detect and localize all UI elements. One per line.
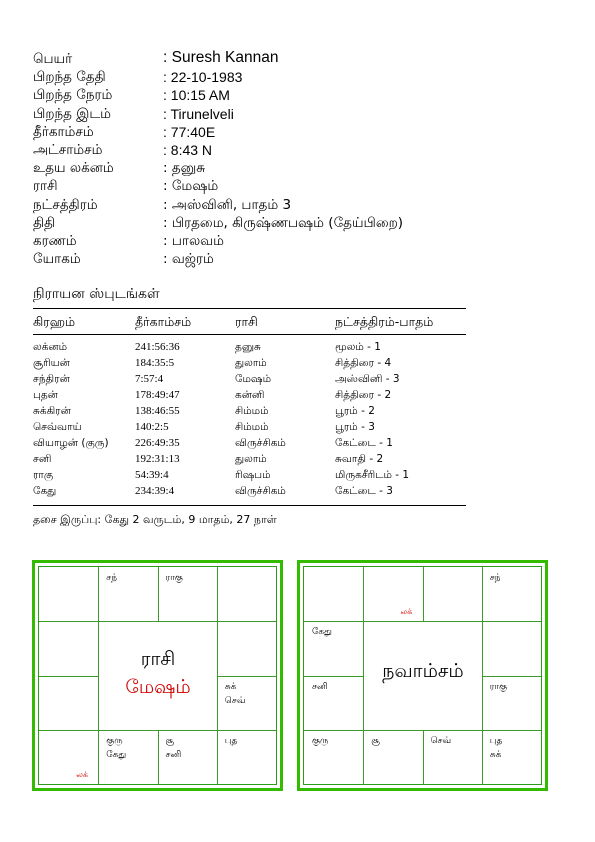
cell-nakshatra: சித்திரை - 2: [335, 389, 392, 401]
detail-value: : 10:15 AM: [163, 87, 230, 104]
planet-label: செவ்: [224, 695, 246, 706]
cell-longitude: 241:56:36: [135, 341, 180, 353]
planet-label: புத: [489, 735, 503, 746]
detail-value: : 77:40E: [163, 123, 216, 140]
grid-line: [217, 567, 218, 784]
detail-value: : பாலவம்: [163, 232, 224, 249]
detail-label: பிறந்த நேரம்: [33, 87, 113, 104]
cell-planet: சந்திரன்: [33, 373, 70, 385]
cell-planet: செவ்வாய்: [33, 421, 82, 433]
planet-label: புத: [224, 735, 238, 746]
cell-rasi: கன்னி: [235, 389, 265, 401]
planet-label: சனி: [165, 749, 182, 760]
cell-nakshatra: சுவாதி - 2: [335, 453, 384, 465]
header-nakshatra-pada: நட்சத்திரம்-பாதம்: [335, 314, 434, 329]
cell-rasi: ரிஷபம்: [235, 469, 271, 481]
lagna-marker: லக்: [400, 607, 413, 617]
chart-subtitle: மேஷம்: [125, 676, 191, 699]
detail-value: : பிரதமை, கிருஷ்ணபஷம் (தேய்பிறை): [163, 214, 404, 231]
planet-label: குரு: [312, 735, 329, 746]
navamsa-chart-grid: [303, 566, 542, 785]
cell-rasi: மேஷம்: [235, 373, 272, 385]
cell-nakshatra: கேட்டை - 1: [335, 437, 393, 449]
grid-line: [39, 730, 276, 731]
grid-line: [482, 567, 483, 784]
cell-longitude: 178:49:47: [135, 389, 180, 401]
cell-nakshatra: மூலம் - 1: [335, 341, 381, 353]
cell-longitude: 54:39:4: [135, 469, 169, 481]
detail-label: நட்சத்திரம்: [33, 196, 98, 213]
cell-longitude: 192:31:13: [135, 453, 180, 465]
cell-planet: சூரியன்: [33, 357, 70, 369]
cell-rasi: சிம்மம்: [235, 421, 269, 433]
planet-label: ராகு: [489, 681, 508, 692]
detail-value: : Suresh Kannan: [163, 49, 279, 66]
cell-planet: லக்னம்: [33, 341, 68, 353]
header-longitude: தீர்காம்சம்: [135, 314, 192, 329]
detail-label: பிறந்த இடம்: [33, 105, 111, 122]
planet-label: சூ: [371, 735, 380, 746]
detail-value: : வஜ்ரம்: [163, 251, 214, 268]
rasi-chart-grid: [38, 566, 277, 785]
planet-label: சூ: [165, 735, 175, 746]
chart-title: நவாம்சம்: [382, 660, 464, 683]
cell-rasi: துலாம்: [235, 357, 267, 369]
table-bottom-rule: [33, 505, 466, 506]
chart-center: [364, 622, 482, 730]
cell-planet: சுக்கிரன்: [33, 405, 71, 417]
dasa-balance: தசை இருப்பு: கேது 2 வருடம், 9 மாதம், 27 நாள்: [33, 513, 277, 526]
planet-label: சுக்: [489, 749, 502, 760]
cell-rasi: தனுசு: [235, 341, 261, 353]
cell-nakshatra: சித்திரை - 4: [335, 357, 392, 369]
planet-label: சுக்: [224, 681, 237, 692]
detail-label: அட்சாம்சம்: [33, 141, 103, 158]
cell-longitude: 184:35:5: [135, 357, 175, 369]
header-planet: கிரஹம்: [33, 314, 76, 329]
planet-label: ராகு: [165, 573, 183, 583]
table-header-rule: [33, 334, 466, 335]
planet-label: கேது: [312, 627, 332, 638]
planet-label: சனி: [312, 681, 328, 692]
planet-label: கேது: [106, 749, 127, 760]
detail-label: திதி: [33, 214, 56, 231]
cell-planet: கேது: [33, 485, 57, 497]
detail-value: : Tirunelveli: [163, 105, 234, 122]
cell-longitude: 234:39:4: [135, 485, 175, 497]
cell-nakshatra: கேட்டை - 3: [335, 485, 393, 497]
cell-rasi: துலாம்: [235, 453, 267, 465]
detail-label: தீர்காம்சம்: [33, 123, 94, 140]
table-top-rule: [33, 308, 466, 309]
cell-nakshatra: பூரம் - 3: [335, 421, 375, 433]
planet-label: சந்: [489, 573, 501, 583]
cell-nakshatra: மிருகசீரிடம் - 1: [335, 469, 410, 481]
navamsa-chart: [297, 560, 548, 791]
cell-planet: புதன்: [33, 389, 58, 401]
cell-rasi: சிம்மம்: [235, 405, 269, 417]
cell-planet: ராகு: [33, 469, 54, 481]
cell-longitude: 7:57:4: [135, 373, 164, 385]
detail-label: ராசி: [33, 178, 58, 195]
planet-label: செவ்: [430, 735, 452, 746]
header-rasi: ராசி: [235, 314, 258, 329]
cell-longitude: 140:2:5: [135, 421, 169, 433]
planet-label: சந்: [106, 573, 118, 583]
cell-nakshatra: அஸ்வினி - 3: [335, 373, 400, 385]
cell-rasi: விருச்சிகம்: [235, 485, 286, 497]
chart-center: [99, 622, 217, 730]
cell-rasi: விருச்சிகம்: [235, 437, 286, 449]
cell-longitude: 138:46:55: [135, 405, 180, 417]
detail-label: பிறந்த தேதி: [33, 69, 106, 86]
detail-label: கரணம்: [33, 232, 77, 249]
cell-longitude: 226:49:35: [135, 437, 180, 449]
detail-value: : மேஷம்: [163, 178, 219, 195]
detail-value: : தனுசு: [163, 160, 206, 177]
chart-title: ராசி: [140, 648, 176, 671]
detail-value: : 8:43 N: [163, 141, 213, 158]
detail-label: உதய லக்னம்: [33, 160, 114, 177]
cell-nakshatra: பூரம் - 2: [335, 405, 375, 417]
detail-value: : 22-10-1983: [163, 69, 243, 86]
detail-value: : அஸ்வினி, பாதம் 3: [163, 196, 292, 213]
lagna-marker: லக்: [76, 770, 89, 779]
grid-line: [304, 730, 541, 731]
detail-label: யோகம்: [33, 251, 81, 268]
detail-label: பெயர்: [33, 51, 73, 67]
cell-planet: வியாழன் (குரு): [33, 437, 109, 449]
rasi-chart: [32, 560, 283, 791]
cell-planet: சனி: [33, 453, 52, 465]
planet-table-title: நிராயன ஸ்புடங்கள்: [33, 286, 160, 302]
planet-label: குரு: [106, 735, 123, 746]
